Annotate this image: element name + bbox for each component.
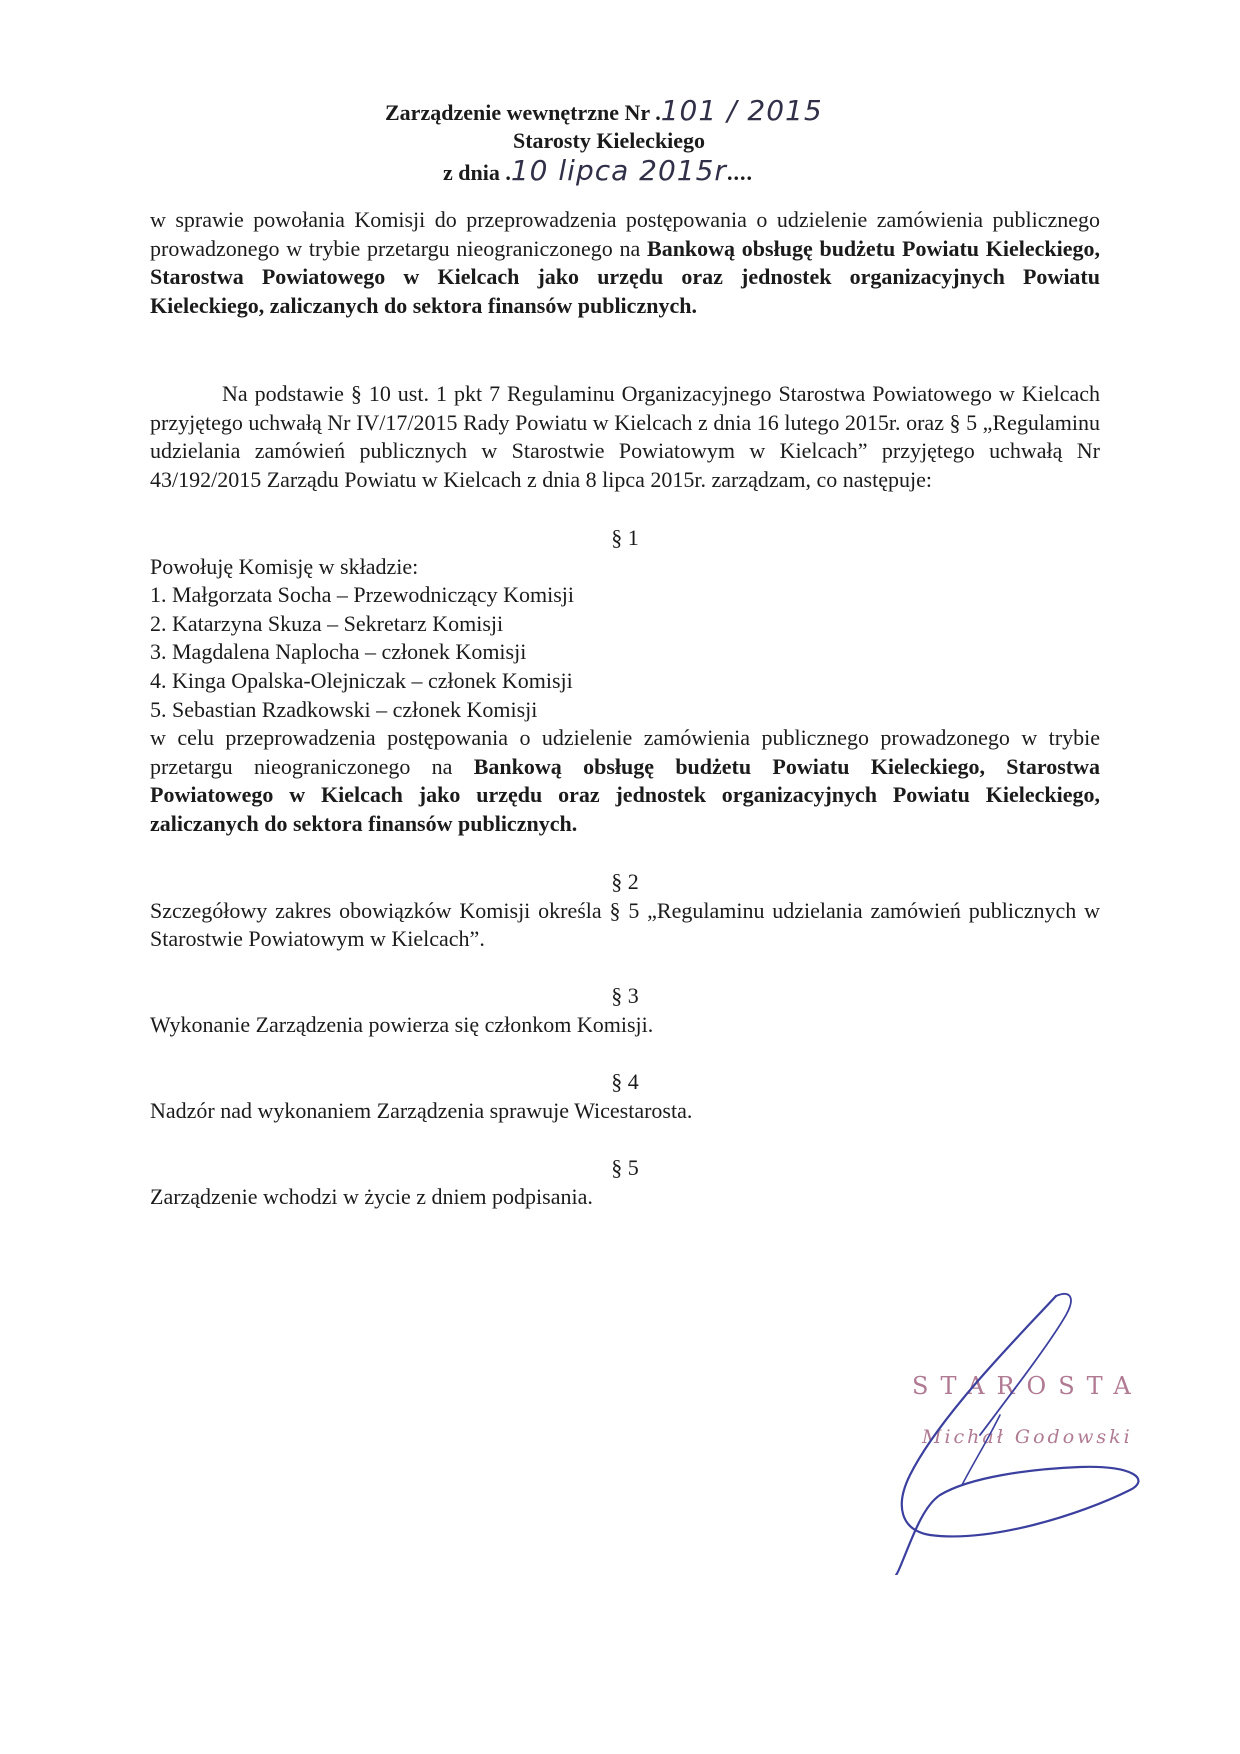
committee-member: 2. Katarzyna Skuza – Sekretarz Komisji	[150, 610, 504, 636]
section-1	[150, 524, 1100, 839]
section-2	[150, 868, 1100, 954]
section-3-text: Wykonanie Zarządzenia powierza się członkom Komisji.	[150, 1011, 654, 1037]
header-date-label: z dnia .	[443, 160, 511, 185]
handwritten-date: 10 lipca 2015r	[510, 154, 727, 187]
stamp-name: Michał Godowski	[922, 1426, 1133, 1448]
subject-block	[150, 206, 1100, 320]
section-4-heading: § 4	[611, 1069, 639, 1094]
committee-members-list	[150, 581, 1100, 724]
section-1-intro: Powołuję Komisję w składzie:	[150, 553, 419, 579]
document-header	[0, 96, 1240, 186]
section-4-text: Nadzór nad wykonaniem Zarządzenia sprawuje Wicestarosta.	[150, 1097, 693, 1123]
header-issuer: Starosty Kieleckiego	[513, 128, 706, 153]
header-line-date	[0, 156, 1240, 186]
header-date-dots: ....	[726, 160, 753, 185]
header-line-number	[0, 96, 1240, 126]
header-line-issuer	[0, 126, 1240, 156]
basis-paragraph: Na podstawie § 10 ust. 1 pkt 7 Regulaminu Organizacyjnego Starostwa Powiatowego w Kielcach przyjętego uchwałą Nr IV/17/2015 Rady Powiatu w Kielcach z dnia 16 lutego 2015r. oraz § 5 „Regulaminu udzielania zamówień publicznych w Starostwie Powiatowym w Kielcach” przyjętego uchwałą Nr 43/192/2015 Zarządu Powiatu w Kielcach z dnia 8 lipca 2015r. zarządzam, co następuje:	[150, 381, 1100, 492]
handwritten-signature	[880, 1285, 1180, 1575]
committee-member: 4. Kinga Opalska-Olejniczak – członek Komisji	[150, 667, 573, 693]
header-title: Zarządzenie wewnętrzne Nr .	[385, 100, 661, 125]
subject-paragraph	[150, 206, 1100, 320]
section-2-text: Szczegółowy zakres obowiązków Komisji określa § 5 „Regulaminu udzielania zamówień publicznych w Starostwie Powiatowym w Kielcach”.	[150, 897, 1100, 952]
basis-block	[150, 380, 1100, 494]
section-5-heading: § 5	[611, 1155, 639, 1180]
stamp-title: STAROSTA	[912, 1372, 1143, 1400]
section-4	[150, 1068, 1100, 1125]
purpose-bold-text: Bankową obsługę budżetu Powiatu Kieleckiego, Starostwa Powiatowego w Kielcach jako urzędu oraz jednostek organizacyjnych Powiatu Kieleckiego, zaliczanych do sektora finansów publicznych.	[150, 753, 1100, 836]
committee-member: 3. Magdalena Naplocha – członek Komisji	[150, 639, 527, 665]
committee-member: 1. Małgorzata Socha – Przewodniczący Komisji	[150, 582, 574, 608]
section-5	[150, 1154, 1100, 1211]
subject-text: w sprawie powołania Komisji do przeprowadzenia postępowania o udzielenie zamówienia publicznego prowadzonego w trybie przetargu nieograniczonego na	[150, 207, 1100, 261]
section-5-text: Zarządzenie wchodzi w życie z dniem podpisania.	[150, 1183, 593, 1209]
subject-bold-text: Bankową obsługę budżetu Powiatu Kieleckiego, Starostwa Powiatowego w Kielcach jako urzędu oraz jednostek organizacyjnych Powiatu Kieleckiego, zaliczanych do sektora finansów publicznych.	[150, 235, 1100, 318]
committee-member: 5. Sebastian Rzadkowski – członek Komisji	[150, 696, 538, 722]
purpose-text: w celu przeprowadzenia postępowania o udzielenie zamówienia publicznego prowadzonego w trybie przetargu nieograniczonego na	[150, 725, 1100, 779]
section-3-heading: § 3	[611, 983, 639, 1008]
section-3	[150, 982, 1100, 1039]
section-2-heading: § 2	[611, 869, 639, 894]
section-1-purpose	[150, 724, 1100, 838]
handwritten-number: 101 / 2015	[660, 94, 823, 127]
section-1-heading: § 1	[611, 525, 639, 550]
